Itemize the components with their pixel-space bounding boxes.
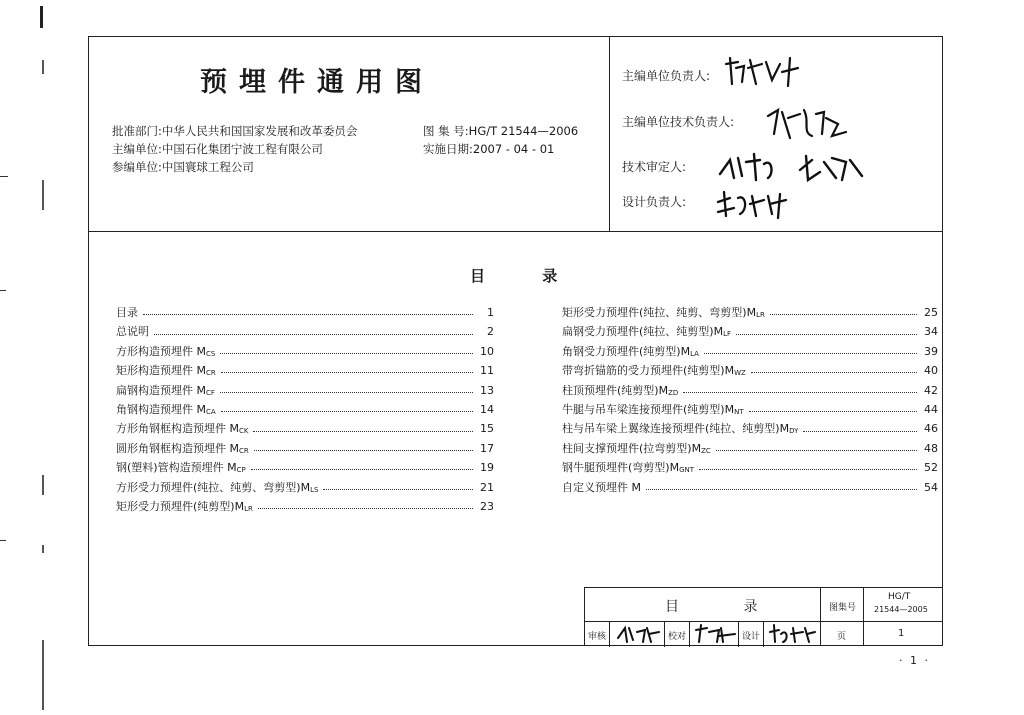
toc-item[interactable] — [562, 419, 938, 438]
toc-item[interactable] — [562, 381, 938, 400]
binding-edge-mark — [42, 640, 44, 710]
toc-item[interactable] — [562, 303, 938, 322]
toc-item-page: 40 — [924, 364, 938, 378]
toc-item-title: 方形构造预埋件 $M_{CS}$ — [116, 344, 216, 358]
toc-item-title: 角钢构造预埋件 $M_{CA}$ — [116, 402, 216, 416]
page-label: 页 — [837, 632, 847, 642]
technical-responsible-label: 主编单位技术负责人: — [622, 115, 735, 129]
atlas-number-label: 图集号 — [829, 603, 857, 613]
binding-edge-mark — [42, 545, 44, 553]
toc-item-page: 19 — [480, 461, 494, 475]
toc-item-page: 21 — [480, 480, 494, 494]
toc-item-page: 39 — [924, 344, 938, 358]
toc-item-title: 钢牛腿预埋件(弯剪型)$M_{GNT}$ — [562, 461, 695, 475]
toc-item-subscript: ZD — [668, 388, 679, 397]
toc-item[interactable] — [562, 400, 938, 419]
toc-item[interactable] — [116, 342, 494, 361]
toc-leader-dots — [251, 468, 473, 470]
toc-item-page: 17 — [480, 441, 494, 455]
toc-item-title: 扁钢构造预埋件 $M_{CF}$ — [116, 383, 215, 397]
toc-item-page: 11 — [480, 364, 494, 378]
handwritten-signature — [716, 150, 866, 184]
toc-item-subscript: CK — [239, 427, 249, 436]
toc-item-title: 扁钢受力预埋件(纯拉、纯剪型)$M_{LF}$ — [562, 325, 732, 339]
toc-item-title: 总说明 — [116, 325, 149, 339]
scan-mark — [0, 290, 6, 291]
toc-leader-dots — [258, 507, 473, 509]
handwritten-signature — [767, 622, 817, 646]
toc-leader-dots — [646, 488, 917, 490]
toc-leader-dots — [699, 468, 917, 470]
toc-item-title: 方形角钢框构造预埋件 $M_{CK}$ — [116, 422, 249, 436]
atlas-number: 图 集 号:HG/T 21544—2006 — [423, 124, 579, 138]
toc-item-title: 角钢受力预埋件(纯剪型)$M_{LA}$ — [562, 344, 699, 358]
toc-item[interactable] — [116, 381, 494, 400]
toc-item[interactable] — [116, 400, 494, 419]
toc-leader-dots — [221, 410, 473, 412]
toc-item-page: 14 — [480, 402, 494, 416]
title-block-divider — [738, 621, 739, 647]
toc-item[interactable] — [116, 458, 494, 477]
toc-item-title: 钢(塑料)管构造预埋件 $M_{CP}$ — [116, 461, 246, 475]
toc-item-subscript: LF — [723, 330, 732, 339]
binding-edge-mark — [42, 475, 44, 495]
title-block-divider — [609, 621, 610, 647]
toc-item-subscript: LS — [310, 485, 319, 494]
chief-editor-responsible-label: 主编单位负责人: — [622, 69, 711, 83]
handwritten-signature — [693, 622, 737, 646]
check-label: 校对 — [668, 632, 687, 642]
toc-leader-dots — [716, 449, 917, 451]
toc-item-subscript: LA — [690, 349, 699, 358]
toc-leader-dots — [220, 391, 473, 393]
toc-item-page: 46 — [924, 422, 938, 436]
toc-item[interactable] — [562, 361, 938, 380]
toc-leader-dots — [704, 352, 917, 354]
document-title: 预埋件通用图 — [200, 67, 434, 98]
technical-reviewer-label: 技术审定人: — [622, 160, 687, 174]
approval-department: 批准部门:中华人民共和国国家发展和改革委员会 — [112, 124, 358, 138]
toc-item-subscript: CS — [206, 349, 216, 358]
title-block-divider — [820, 588, 821, 646]
toc-item-subscript: ZC — [701, 446, 711, 455]
toc-heading: 目 录 — [470, 267, 584, 285]
page-number: · 1 · — [899, 654, 930, 667]
toc-item-page: 2 — [487, 325, 494, 339]
toc-item[interactable] — [116, 419, 494, 438]
header-divider — [609, 36, 610, 231]
toc-item-page: 42 — [924, 383, 938, 397]
binding-edge-mark — [42, 180, 44, 210]
toc-item-title: 矩形受力预埋件(纯剪型)$M_{LR}$ — [116, 499, 253, 513]
effective-date: 实施日期:2007 - 04 - 01 — [423, 142, 555, 156]
toc-item-page: 52 — [924, 461, 938, 475]
scan-mark — [0, 176, 8, 177]
title-block-divider — [763, 621, 764, 647]
toc-leader-dots — [751, 371, 917, 373]
scan-mark — [0, 540, 6, 541]
toc-item-title: 目录 — [116, 306, 138, 319]
binding-edge-mark — [42, 60, 44, 74]
toc-item-title: 柱与吊车梁上翼缘连接预埋件(纯拉、纯剪型)$M_{DY}$ — [562, 422, 799, 436]
toc-leader-dots — [254, 449, 473, 451]
toc-item-subscript: GNT — [679, 466, 695, 475]
toc-item-page: 13 — [480, 383, 494, 397]
toc-leader-dots — [143, 313, 473, 315]
design-responsible-label: 设计负责人: — [622, 195, 687, 209]
toc-item-subscript: CF — [206, 388, 215, 397]
participating-unit: 参编单位:中国寰球工程公司 — [112, 160, 254, 174]
toc-leader-dots — [323, 488, 473, 490]
toc-item[interactable] — [562, 478, 938, 497]
toc-item-page: 25 — [924, 306, 938, 319]
drawing-name: 目 录 — [665, 599, 788, 615]
toc-list-left — [116, 303, 494, 516]
toc-item-subscript: NT — [734, 407, 744, 416]
atlas-number-value: HG/T — [888, 592, 911, 602]
toc-leader-dots — [749, 410, 917, 412]
title-block-divider — [689, 621, 690, 647]
title-block — [584, 587, 943, 646]
toc-item-page: 44 — [924, 402, 938, 416]
toc-leader-dots — [221, 371, 473, 373]
toc-item-page: 15 — [480, 422, 494, 436]
toc-leader-dots — [220, 352, 473, 354]
toc-item-title: 柱顶预埋件(纯剪型)$M_{ZD}$ — [562, 383, 679, 397]
toc-item-subscript: LR — [756, 311, 765, 319]
toc-item-title: 矩形受力预埋件(纯拉、纯剪、弯剪型)$M_{LR}$ — [562, 306, 765, 319]
handwritten-signature — [714, 188, 792, 220]
toc-item[interactable] — [116, 303, 494, 322]
chief-editor-unit: 主编单位:中国石化集团宁波工程有限公司 — [112, 142, 323, 156]
page-value: 1 — [898, 628, 905, 639]
binding-edge-mark — [40, 6, 43, 28]
toc-item-subscript: CR — [206, 369, 216, 378]
toc-item-page: 1 — [487, 306, 494, 319]
handwritten-signature — [764, 104, 850, 142]
toc-item[interactable] — [116, 439, 494, 458]
toc-item-page: 34 — [924, 325, 938, 339]
toc-item[interactable] — [562, 458, 938, 477]
toc-item[interactable] — [562, 342, 938, 361]
toc-item-subscript: CA — [206, 407, 216, 416]
handwritten-signature — [722, 54, 802, 88]
title-block-divider — [664, 621, 665, 647]
toc-item-title: 柱间支撑预埋件(拉弯剪型)$M_{ZC}$ — [562, 441, 711, 455]
design-label: 设计 — [742, 632, 761, 642]
toc-item-title: 矩形构造预埋件 $M_{CR}$ — [116, 364, 216, 378]
toc-leader-dots — [770, 313, 917, 315]
toc-leader-dots — [154, 333, 473, 335]
handwritten-signature — [615, 622, 661, 646]
toc-item-title: 自定义预埋件 M — [562, 480, 641, 494]
toc-leader-dots — [803, 430, 917, 432]
header-divider — [88, 231, 943, 232]
toc-item-title: 牛腿与吊车梁连接预埋件(纯剪型)$M_{NT}$ — [562, 402, 744, 416]
toc-item-title: 圆形角钢框构造预埋件 $M_{CR}$ — [116, 441, 249, 455]
toc-leader-dots — [736, 333, 917, 335]
toc-leader-dots — [683, 391, 917, 393]
toc-item[interactable] — [116, 478, 494, 497]
toc-item[interactable] — [116, 361, 494, 380]
toc-item-page: 54 — [924, 480, 938, 494]
toc-item-title: 带弯折锚筋的受力预埋件(纯剪型)$M_{WZ}$ — [562, 364, 746, 378]
review-label: 审核 — [588, 632, 607, 642]
toc-item-subscript: LR — [244, 504, 253, 513]
title-block-divider — [863, 588, 864, 646]
toc-list-right — [562, 303, 938, 497]
toc-item-page: 48 — [924, 441, 938, 455]
toc-item-page: 10 — [480, 344, 494, 358]
toc-item-title: 方形受力预埋件(纯拉、纯剪、弯剪型)$M_{LS}$ — [116, 480, 319, 494]
toc-item-page: 23 — [480, 499, 494, 513]
toc-item-subscript: DY — [789, 427, 799, 436]
toc-leader-dots — [253, 430, 473, 432]
toc-item-subscript: CP — [236, 466, 246, 475]
atlas-number-value: 21544—2005 — [874, 605, 928, 614]
toc-item-subscript: CR — [239, 446, 249, 455]
toc-item-subscript: WZ — [734, 369, 746, 378]
toc-item[interactable] — [116, 322, 494, 341]
